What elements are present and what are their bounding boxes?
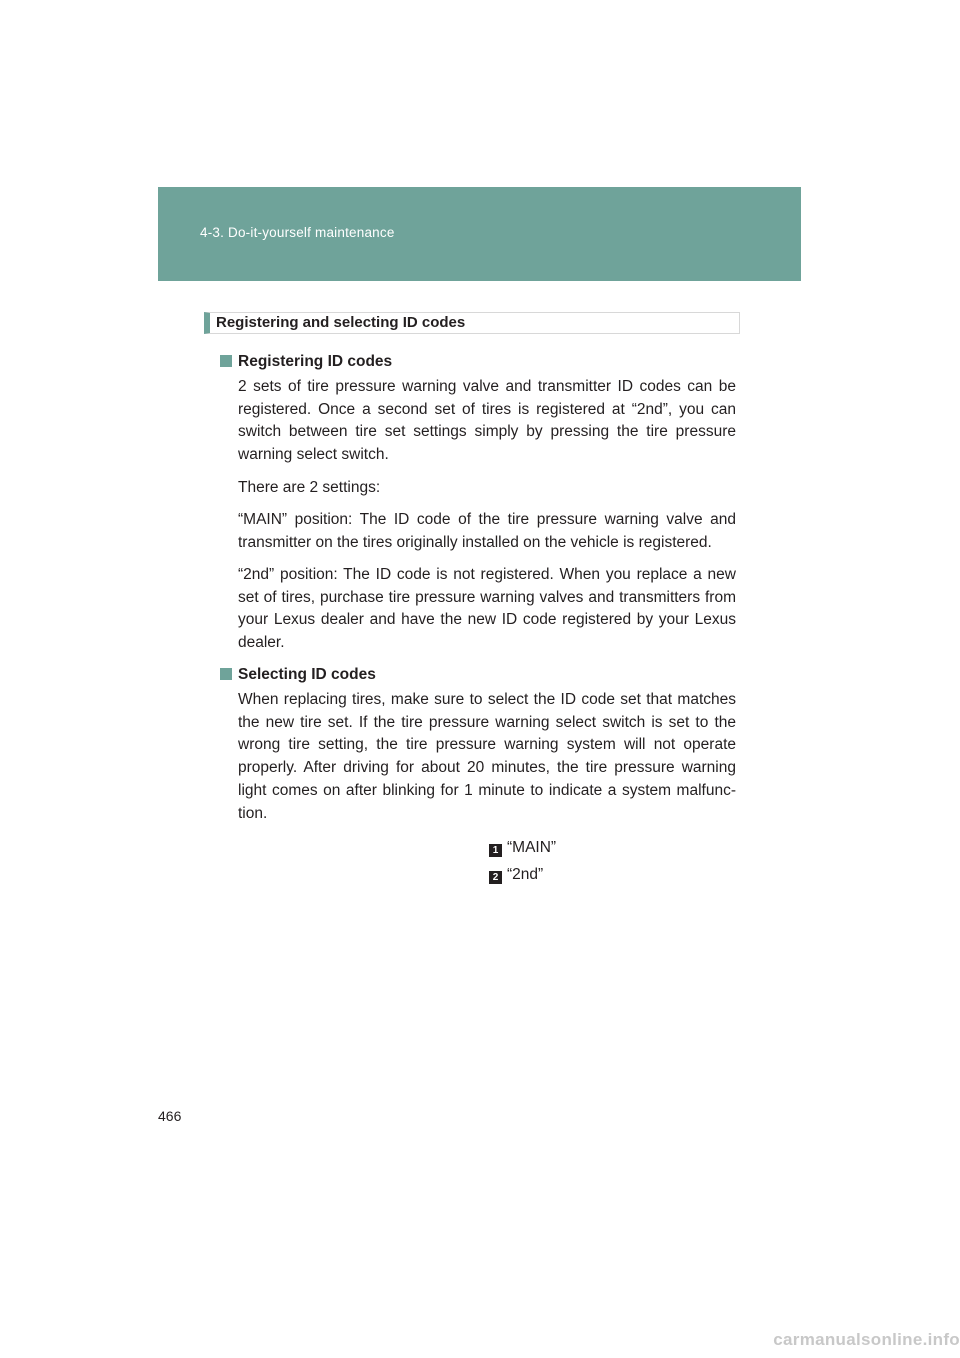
subheading-registering-text: Registering ID codes: [238, 353, 393, 370]
paragraph-main-position: “MAIN” position: The ID code of the tire pressure warning valve and transmitter on the tires originally installed on the vehicle is registered.: [238, 511, 736, 551]
header-band: [158, 187, 801, 281]
legend-label-2: “2nd”: [507, 866, 544, 883]
subheading-selecting: [220, 664, 376, 686]
section-heading: Registering and selecting ID codes: [204, 312, 740, 334]
watermark-logo: carmanualsonline.info: [773, 1330, 960, 1349]
legend-item-2: [489, 865, 543, 885]
paragraph-selecting: When replacing tires, make sure to select the ID code set that matches the new tire set. If the tire pressure warning select switch is set to the wrong tire setting, the tire pressure warning system will not operate properly. After driving for about 20 minutes, the tire pressure warning light comes on after blinking for 1 minute to indicate a system malfunc-tion.: [238, 691, 736, 822]
number-1-icon: 1: [489, 844, 502, 857]
square-bullet-icon: [220, 355, 232, 367]
subheading-selecting-text: Selecting ID codes: [238, 666, 376, 683]
paragraph-registering-intro: 2 sets of tire pressure warning valve and transmitter ID codes can be registered. Once a second set of tires is registered at “2nd”, you can switch between tire set settings simply by pressing the tire pressure warning select switch.: [238, 378, 736, 464]
legend-label-1: “MAIN”: [507, 839, 557, 856]
subheading-registering: [220, 351, 392, 373]
header-section-title: 4-3. Do-it-yourself maintenance: [200, 225, 395, 240]
legend-item-1: [489, 838, 556, 858]
square-bullet-icon: [220, 668, 232, 680]
paragraph-settings-count: There are 2 settings:: [238, 479, 381, 496]
page-number: 466: [158, 1108, 182, 1124]
paragraph-2nd-position: “2nd” position: The ID code is not registered. When you replace a new set of tires, purchase tire pressure warning valves and transmitters from your Lexus dealer and have the new ID code registered by your Lexus dealer.: [238, 566, 736, 652]
number-2-icon: 2: [489, 871, 502, 884]
